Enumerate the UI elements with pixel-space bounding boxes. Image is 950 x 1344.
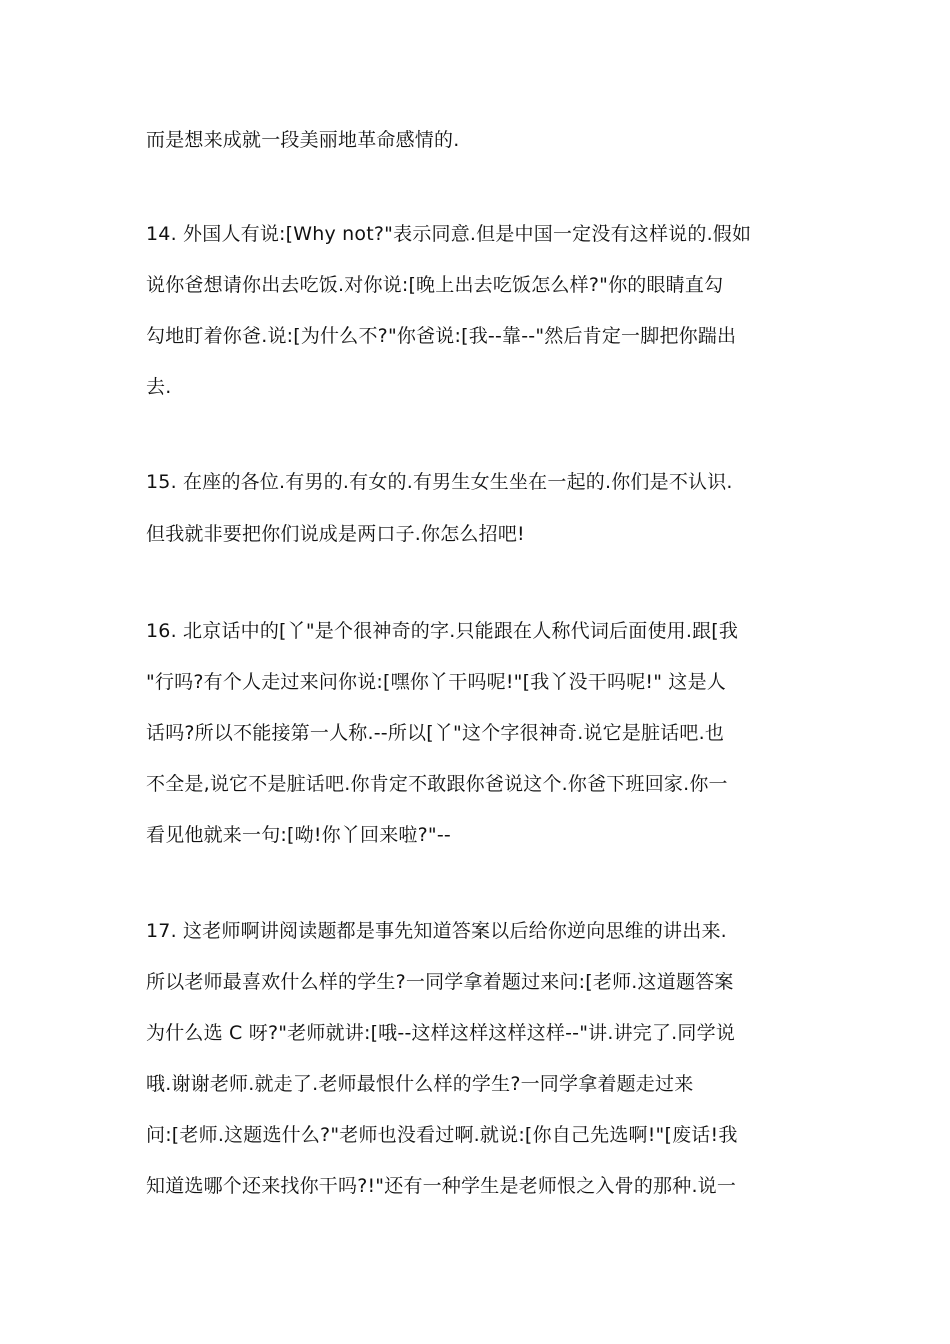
- paragraph-17-line: 为什么选 C 呀?"老师就讲:[哦--这样这样这样这样--"讲.讲完了.同学说: [146, 1022, 736, 1044]
- paragraph-15-line: 15. 在座的各位.有男的.有女的.有男生女生坐在一起的.你们是不认识.: [146, 471, 733, 493]
- paragraph-14-line: 14. 外国人有说:[Why not?"表示同意.但是中国一定没有这样说的.假如: [146, 223, 752, 245]
- paragraph-15-line: 但我就非要把你们说成是两口子.你怎么招吧!: [146, 523, 525, 545]
- paragraph-16-line: 不全是,说它不是脏话吧.你肯定不敢跟你爸说这个.你爸下班回家.你一: [146, 773, 728, 795]
- paragraph-17-line: 问:[老师.这题选什么?"老师也没看过啊.就说:[你自己先选啊!"[废话!我: [146, 1124, 738, 1146]
- text-line: 而是想来成就一段美丽地革命感情的.: [146, 129, 460, 151]
- paragraph-17-line: 17. 这老师啊讲阅读题都是事先知道答案以后给你逆向思维的讲出来.: [146, 920, 727, 942]
- paragraph-17-line: 哦.谢谢老师.就走了.老师最恨什么样的学生?一同学拿着题走过来: [146, 1073, 694, 1095]
- paragraph-16-line: 16. 北京话中的[丫"是个很神奇的字.只能跟在人称代词后面使用.跟[我: [146, 620, 739, 642]
- paragraph-14-line: 说你爸想请你出去吃饭.对你说:[晚上出去吃饭怎么样?"你的眼睛直勾: [146, 274, 724, 296]
- paragraph-14-line: 去.: [146, 376, 172, 398]
- paragraph-16-line: 看见他就来一句:[呦!你丫回来啦?"--: [146, 824, 451, 846]
- paragraph-17-line: 所以老师最喜欢什么样的学生?一同学拿着题过来问:[老师.这道题答案: [146, 971, 734, 993]
- paragraph-14-line: 勾地盯着你爸.说:[为什么不?"你爸说:[我--靠--"然后肯定一脚把你踹出: [146, 325, 737, 347]
- paragraph-17-line: 知道选哪个还来找你干吗?!"还有一种学生是老师恨之入骨的那种.说一: [146, 1175, 737, 1197]
- paragraph-16-line: "行吗?有个人走过来问你说:[嘿你丫干吗呢!"[我丫没干吗呢!" 这是人: [146, 671, 727, 693]
- paragraph-16-line: 话吗?所以不能接第一人称.--所以[丫"这个字很神奇.说它是脏话吧.也: [146, 722, 725, 744]
